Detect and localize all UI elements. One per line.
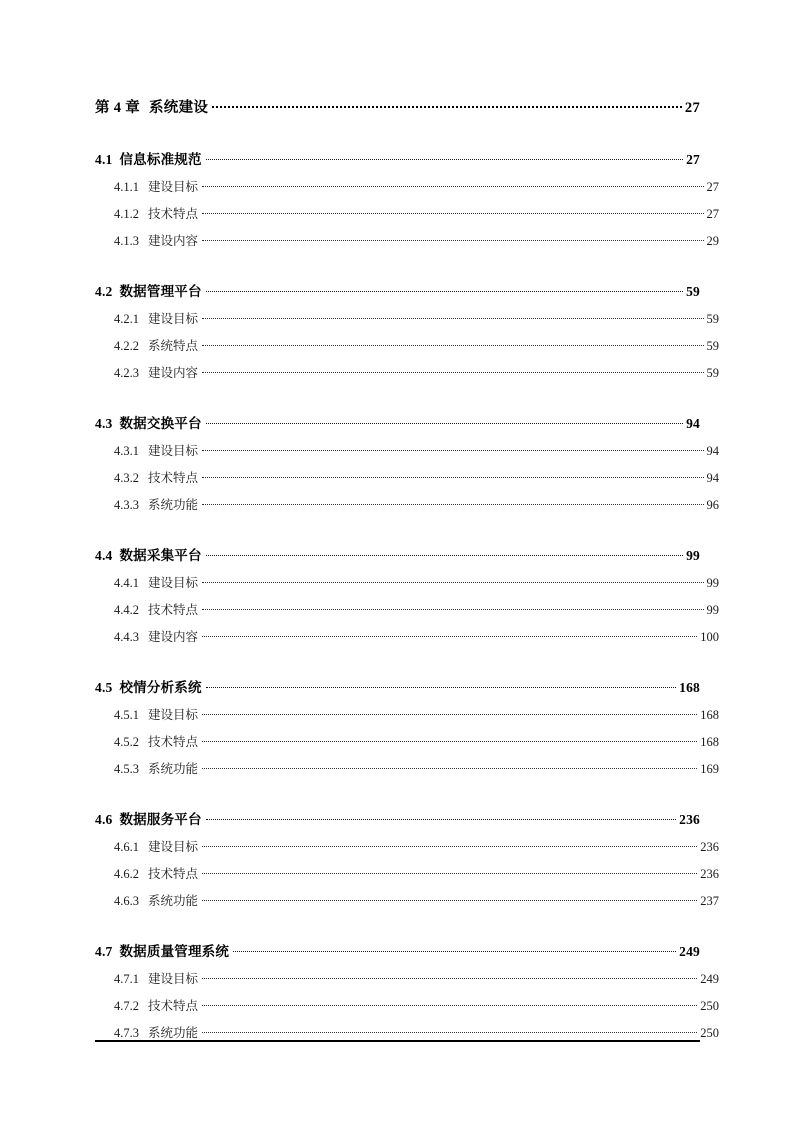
toc-entry-title <box>114 204 201 222</box>
toc-entry-label: 建设目标 <box>148 180 199 194</box>
dot-leader <box>202 466 703 482</box>
table-of-contents <box>95 96 719 1048</box>
toc-entry-label: 数据采集平台 <box>119 548 202 563</box>
dot-leader <box>206 148 683 164</box>
toc-entry-label: 数据质量管理系统 <box>119 944 230 959</box>
toc-entry-number: 4.3 <box>95 416 113 431</box>
toc-entry-title <box>114 864 201 882</box>
toc-entry-section[interactable] <box>95 940 700 967</box>
toc-group <box>95 676 719 784</box>
toc-entry-page: 100 <box>700 630 719 644</box>
toc-entry-page: 27 <box>706 207 719 221</box>
dot-leader <box>202 1021 697 1037</box>
dot-leader <box>202 757 697 773</box>
toc-entry-title <box>114 732 201 750</box>
toc-entry-subsection[interactable] <box>95 202 719 229</box>
toc-entry-subsection[interactable] <box>95 439 719 466</box>
dot-leader <box>202 439 703 455</box>
toc-entry-subsection[interactable] <box>95 835 719 862</box>
toc-entry-label: 数据管理平台 <box>119 284 202 299</box>
toc-entry-number: 4.7.3 <box>114 1026 139 1040</box>
toc-entry-title <box>114 996 201 1014</box>
toc-entry-title <box>114 363 201 381</box>
toc-entry-label: 技术特点 <box>148 735 199 749</box>
toc-entry-section[interactable] <box>95 280 700 307</box>
toc-entry-subsection[interactable] <box>95 1021 719 1048</box>
toc-entry-title <box>114 309 201 327</box>
toc-entry-title <box>114 468 201 486</box>
toc-entry-label: 建设内容 <box>148 234 199 248</box>
toc-entry-title <box>114 336 201 354</box>
dot-leader <box>202 202 703 218</box>
footer-divider <box>95 1040 700 1042</box>
toc-entry-subsection[interactable] <box>95 307 719 334</box>
toc-entry-subsection[interactable] <box>95 994 719 1021</box>
toc-entry-page: 250 <box>700 1026 719 1040</box>
toc-entry-subsection[interactable] <box>95 466 719 493</box>
dot-leader <box>202 862 697 878</box>
toc-group <box>95 940 719 1048</box>
dot-leader <box>202 571 703 587</box>
toc-entry-number: 4.7.2 <box>114 999 139 1013</box>
toc-entry-page: 59 <box>706 339 719 353</box>
dot-leader <box>202 175 703 191</box>
dot-leader <box>202 994 697 1010</box>
toc-entry-subsection[interactable] <box>95 493 719 520</box>
toc-entry-number: 4.3.2 <box>114 471 139 485</box>
dot-leader <box>202 229 703 245</box>
toc-entry-label: 建设内容 <box>148 630 199 644</box>
toc-entry-label: 建设目标 <box>148 840 199 854</box>
toc-entry-number: 4.5.3 <box>114 762 139 776</box>
toc-entry-title <box>114 231 201 249</box>
toc-entry-section[interactable] <box>95 676 700 703</box>
dot-leader <box>202 334 703 350</box>
toc-entry-label: 系统建设 <box>149 100 209 116</box>
toc-entry-label: 系统功能 <box>148 894 199 908</box>
toc-entry-number: 4.1 <box>95 152 113 167</box>
toc-entry-page: 96 <box>706 498 719 512</box>
toc-entry-title <box>114 837 201 855</box>
toc-entry-page: 59 <box>706 366 719 380</box>
dot-leader <box>206 808 676 824</box>
toc-entry-title <box>95 412 205 432</box>
dot-leader <box>202 703 697 719</box>
dot-leader <box>206 544 683 560</box>
toc-entry-number: 4.1.2 <box>114 207 139 221</box>
toc-entry-section[interactable] <box>95 808 700 835</box>
dot-leader <box>212 96 682 112</box>
toc-entry-page: 99 <box>706 576 719 590</box>
toc-entry-page: 237 <box>700 894 719 908</box>
toc-entry-title <box>114 969 201 987</box>
toc-entry-number: 4.3.3 <box>114 498 139 512</box>
toc-entry-page: 59 <box>686 284 700 299</box>
dot-leader <box>206 412 683 428</box>
toc-entry-title <box>114 600 201 618</box>
toc-entry-number: 4.5.2 <box>114 735 139 749</box>
dot-leader <box>202 967 697 983</box>
toc-entry-page: 99 <box>706 603 719 617</box>
toc-entry-subsection[interactable] <box>95 862 719 889</box>
toc-entry-title <box>114 759 201 777</box>
toc-group <box>95 412 719 520</box>
toc-entry-title <box>114 495 201 513</box>
toc-entry-subsection[interactable] <box>95 730 719 757</box>
toc-entry-label: 系统特点 <box>148 339 199 353</box>
toc-entry-page: 27 <box>706 180 719 194</box>
toc-entry-title <box>114 891 201 909</box>
toc-entry-page: 59 <box>706 312 719 326</box>
dot-leader <box>233 940 676 956</box>
dot-leader <box>206 280 683 296</box>
toc-entry-number: 4.6.1 <box>114 840 139 854</box>
toc-entry-number: 4.2.2 <box>114 339 139 353</box>
toc-entry-number: 4.5 <box>95 680 113 695</box>
toc-entry-number: 4.4.3 <box>114 630 139 644</box>
dot-leader <box>206 676 676 692</box>
toc-entry-page: 249 <box>700 972 719 986</box>
toc-group <box>95 280 719 388</box>
toc-entry-title <box>114 573 201 591</box>
toc-entry-label: 数据服务平台 <box>119 812 202 827</box>
toc-entry-section[interactable] <box>95 148 700 175</box>
toc-entry-label: 系统功能 <box>148 498 199 512</box>
toc-entry-page: 94 <box>706 471 719 485</box>
toc-entry-label: 建设内容 <box>148 366 199 380</box>
dot-leader <box>202 835 697 851</box>
toc-entry-subsection[interactable] <box>95 361 719 388</box>
toc-entry-label: 技术特点 <box>148 867 199 881</box>
toc-group <box>95 808 719 916</box>
toc-entry-subsection[interactable] <box>95 334 719 361</box>
toc-group <box>95 544 719 652</box>
toc-entry-title <box>95 808 205 828</box>
toc-entry-label: 数据交换平台 <box>119 416 202 431</box>
toc-entry-label: 建设目标 <box>148 708 199 722</box>
toc-entry-page: 250 <box>700 999 719 1013</box>
dot-leader <box>202 598 703 614</box>
toc-entry-page: 27 <box>684 100 700 116</box>
toc-entry-chapter[interactable] <box>95 96 700 124</box>
toc-entry-subsection[interactable] <box>95 889 719 916</box>
toc-entry-page: 99 <box>686 548 700 563</box>
toc-entry-number: 4.6.2 <box>114 867 139 881</box>
toc-entry-label: 信息标准规范 <box>119 152 202 167</box>
toc-entry-title <box>114 177 201 195</box>
toc-entry-page: 94 <box>686 416 700 431</box>
dot-leader <box>202 730 697 746</box>
toc-entry-label: 校情分析系统 <box>119 680 202 695</box>
toc-entry-page: 236 <box>700 840 719 854</box>
toc-entry-number: 4.6 <box>95 812 113 827</box>
toc-entry-label: 技术特点 <box>148 207 199 221</box>
toc-entry-page: 168 <box>679 680 700 695</box>
toc-entry-page: 236 <box>679 812 700 827</box>
toc-entry-page: 27 <box>686 152 700 167</box>
toc-entry-number: 4.2.3 <box>114 366 139 380</box>
toc-entry-number: 4.4.1 <box>114 576 139 590</box>
toc-entry-number: 4.5.1 <box>114 708 139 722</box>
dot-leader <box>202 493 703 509</box>
toc-group <box>95 148 719 256</box>
toc-entry-page: 169 <box>700 762 719 776</box>
toc-entry-number: 4.2 <box>95 284 113 299</box>
toc-entry-page: 29 <box>706 234 719 248</box>
toc-entry-label: 系统功能 <box>148 1026 199 1040</box>
toc-entry-number: 4.4 <box>95 548 113 563</box>
toc-entry-number: 4.7.1 <box>114 972 139 986</box>
toc-entry-label: 系统功能 <box>148 762 199 776</box>
dot-leader <box>202 625 697 641</box>
dot-leader <box>202 307 703 323</box>
toc-entry-section[interactable] <box>95 412 700 439</box>
toc-entry-title <box>95 940 232 960</box>
toc-entry-label: 建设目标 <box>148 444 199 458</box>
toc-entry-subsection[interactable] <box>95 625 719 652</box>
toc-entry-page: 168 <box>700 735 719 749</box>
toc-entry-number: 4.6.3 <box>114 894 139 908</box>
toc-entry-number: 第 4 章 <box>95 100 140 116</box>
toc-entry-number: 4.3.1 <box>114 444 139 458</box>
toc-entry-title <box>95 280 205 300</box>
toc-entry-title <box>95 544 205 564</box>
toc-entry-page: 236 <box>700 867 719 881</box>
toc-entry-label: 建设目标 <box>148 576 199 590</box>
dot-leader <box>202 361 703 377</box>
toc-entry-label: 技术特点 <box>148 603 199 617</box>
toc-entry-title <box>114 627 201 645</box>
toc-entry-subsection[interactable] <box>95 571 719 598</box>
toc-entry-number: 4.2.1 <box>114 312 139 326</box>
toc-entry-number: 4.1.3 <box>114 234 139 248</box>
toc-entry-label: 建设目标 <box>148 312 199 326</box>
toc-entry-title <box>114 441 201 459</box>
toc-entry-page: 94 <box>706 444 719 458</box>
toc-entry-subsection[interactable] <box>95 229 719 256</box>
toc-entry-title <box>95 676 205 696</box>
toc-entry-subsection[interactable] <box>95 967 719 994</box>
toc-entry-label: 建设目标 <box>148 972 199 986</box>
toc-entry-subsection[interactable] <box>95 703 719 730</box>
dot-leader <box>202 889 697 905</box>
toc-entry-page: 249 <box>679 944 700 959</box>
toc-entry-page: 168 <box>700 708 719 722</box>
toc-entry-subsection[interactable] <box>95 598 719 625</box>
toc-entry-subsection[interactable] <box>95 175 719 202</box>
toc-entry-number: 4.4.2 <box>114 603 139 617</box>
toc-entry-label: 技术特点 <box>148 999 199 1013</box>
toc-entry-title <box>114 1023 201 1041</box>
toc-entry-title <box>95 148 205 168</box>
toc-entry-number: 4.1.1 <box>114 180 139 194</box>
toc-entry-label: 技术特点 <box>148 471 199 485</box>
toc-entry-title <box>95 96 211 117</box>
toc-entry-section[interactable] <box>95 544 700 571</box>
toc-entry-subsection[interactable] <box>95 757 719 784</box>
toc-entry-number: 4.7 <box>95 944 113 959</box>
toc-entry-title <box>114 705 201 723</box>
